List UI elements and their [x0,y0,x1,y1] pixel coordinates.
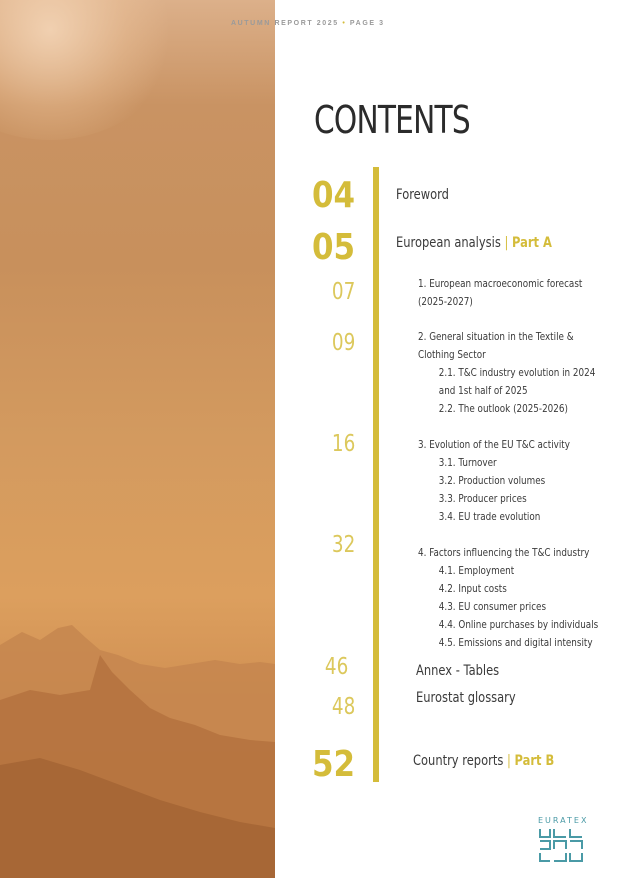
toc-entry-label: Country reports [413,753,504,769]
toc-number-48: 48 [331,694,355,720]
mountain-silhouette [0,0,275,878]
toc-entry-label: European analysis [396,235,501,251]
part-label: Part B [514,753,555,769]
toc-subline: 3.4. EU trade evolution [438,510,541,523]
toc-subline: 4.4. Online purchases by individuals [438,618,599,631]
toc-subline: 3.1. Turnover [438,456,497,469]
toc-subline: 2.2. The outlook (2025-2026) [438,402,568,415]
toc-line: 4. Factors influencing the T&C industry [418,546,590,559]
toc-number-16: 16 [331,431,355,457]
logo-text: EURATEX [538,816,589,825]
part-separator: | [506,753,511,769]
part-label: Part A [511,235,552,251]
cover-photo [0,0,275,878]
toc-subline: 4.5. Emissions and digital intensity [438,636,593,649]
accent-bar [373,167,379,782]
toc-entry-foreword[interactable]: Foreword [396,187,449,203]
toc-entry-macroeconomic[interactable] [418,275,582,311]
toc-line: 3. Evolution of the EU T&C activity [418,438,570,451]
toc-line: Clothing Sector [418,348,486,361]
toc-number-07: 07 [331,279,355,305]
toc-entry-annex[interactable]: Annex - Tables [416,663,500,679]
toc-subline: 4.1. Employment [438,564,515,577]
report-label: AUTUMN REPORT 2025 [231,20,339,27]
header-separator: • [342,20,347,27]
toc-number-46: 46 [324,654,348,680]
toc-entry-general-situation[interactable] [418,328,595,418]
toc-number-05: 05 [311,227,355,268]
toc-line: 2. General situation in the Textile & [418,330,574,343]
toc-number-52: 52 [311,744,355,785]
toc-entry-eu-activity[interactable] [418,436,570,526]
toc-subline: 4.3. EU consumer prices [438,600,547,613]
toc-subline: and 1st half of 2025 [438,384,528,397]
part-separator: | [504,235,509,251]
toc-number-09: 09 [331,330,355,356]
toc-subline: 3.2. Production volumes [438,474,546,487]
toc-entry-glossary[interactable]: Eurostat glossary [416,690,516,706]
toc-number-32: 32 [331,532,355,558]
toc-number-04: 04 [311,175,355,216]
toc-subline: 3.3. Producer prices [438,492,527,505]
toc-line: 1. European macroeconomic forecast [418,277,583,290]
toc-line: (2025-2027) [418,295,473,308]
logo-mark-icon [538,825,584,865]
toc-entry-european-analysis[interactable] [396,235,552,251]
page-header [231,20,385,27]
euratex-logo [538,816,588,870]
toc-subline: 4.2. Input costs [438,582,507,595]
toc-entry-factors[interactable] [418,544,598,652]
page-number: PAGE 3 [349,20,385,27]
toc-subline: 2.1. T&C industry evolution in 2024 [438,366,596,379]
page-title: CONTENTS [314,98,470,142]
toc-entry-country-reports[interactable] [413,753,554,769]
